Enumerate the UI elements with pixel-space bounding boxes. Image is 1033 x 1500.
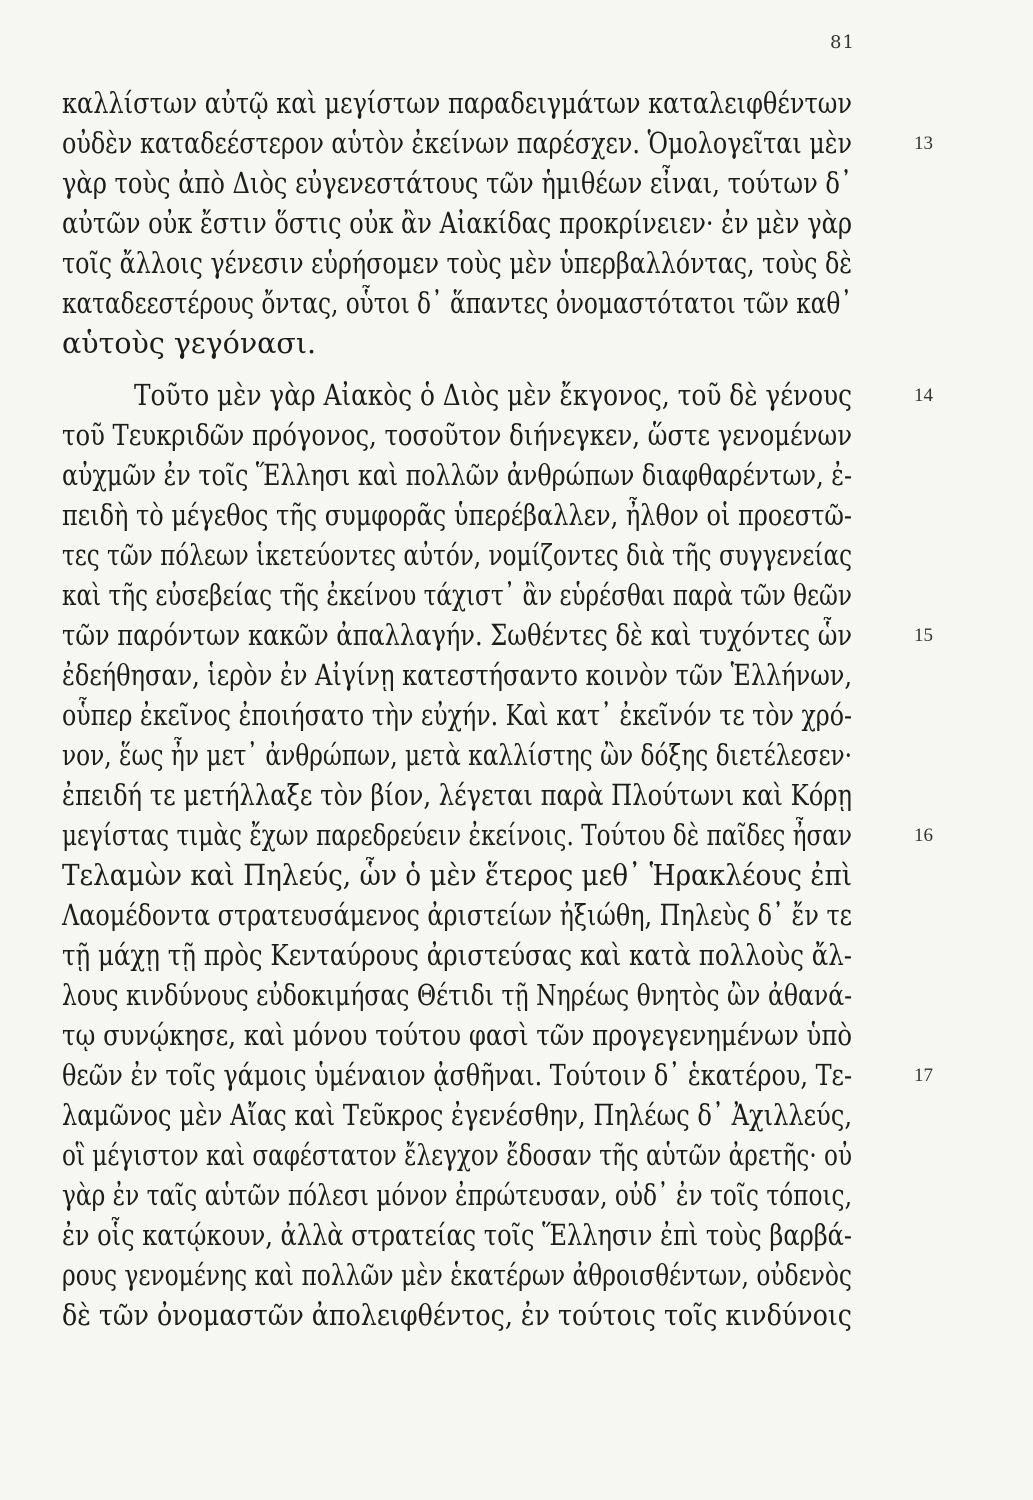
line-text: τες τῶν πόλεων ἱκετεύοντες αὐτόν, νομίζοντες διὰ τῆς συγγενείας	[62, 539, 853, 572]
text-line	[62, 616, 933, 656]
text-line	[62, 204, 902, 244]
line-text: δὲ τῶν ὀνομαστῶν ἀπολειφθέντος, ἐν τούτοις τοῖς κινδύνοις	[62, 1299, 852, 1332]
text-line	[62, 576, 902, 616]
line-text: αὐτῶν οὐκ ἔστιν ὅστις οὐκ ἂν Αἰακίδας προκρίνειεν· ἐν μὲν γὰρ	[62, 207, 853, 240]
line-text: τῳ συνῴκησε, καὶ μόνου τούτου φασὶ τῶν προγεγενημένων ὑπὸ	[62, 1019, 853, 1052]
section-number: 13	[914, 133, 933, 154]
text-line	[62, 736, 902, 776]
line-text: Λαομέδοντα στρατευσάμενος ἀριστείων ἠξιώθη, Πηλεὺς δ᾽ ἔν τε	[62, 899, 852, 932]
text-line	[62, 896, 902, 936]
text-line	[62, 244, 902, 284]
section-number: 14	[914, 385, 933, 406]
text-line	[62, 1136, 902, 1176]
line-text: τοῖς ἄλλοις γένεσιν εὑρήσομεν τοὺς μὲν ὑπερβαλλόντας, τοὺς δὲ	[62, 247, 853, 280]
section-number: 15	[914, 625, 933, 646]
text-line	[62, 324, 902, 364]
line-text: καὶ τῆς εὐσεβείας τῆς ἐκείνου τάχιστ᾽ ἂν εὑρέσθαι παρὰ τῶν θεῶν	[62, 579, 852, 612]
text-line	[62, 416, 902, 456]
page-number: 81	[830, 32, 855, 53]
line-text: ἐδεήθησαν, ἱερὸν ἐν Αἰγίνῃ κατεστήσαντο κοινὸν τῶν Ἑλλήνων,	[62, 659, 852, 692]
text-line	[62, 656, 902, 696]
text-line	[62, 284, 902, 324]
line-text: οὐδὲν καταδεέστερον αὑτὸν ἐκείνων παρέσχεν. Ὁμολογεῖται μὲν	[62, 127, 853, 160]
line-text: νον, ἕως ἦν μετ᾽ ἀνθρώπων, μετὰ καλλίστης ὢν δόξης διετέλεσεν·	[62, 739, 853, 772]
text-line	[62, 1096, 902, 1136]
text-line	[62, 456, 902, 496]
text-line	[62, 856, 902, 896]
line-text: λους κινδύνους εὐδοκιμήσας Θέτιδι τῇ Νηρέως θνητὸς ὢν ἀθανά-	[62, 979, 853, 1012]
line-text: τοῦ Τευκριδῶν πρόγονος, τοσοῦτον διήνεγκεν, ὥστε γενομένων	[62, 419, 853, 452]
line-text: Τελαμὼν καὶ Πηλεύς, ὧν ὁ μὲν ἕτερος μεθ᾽ Ἡρακλέους ἐπὶ	[62, 859, 853, 892]
section-number: 17	[914, 1065, 933, 1086]
text-line	[62, 1296, 902, 1336]
text-line	[62, 1016, 902, 1056]
text-line	[62, 376, 933, 416]
line-text: οἳ μέγιστον καὶ σαφέστατον ἔλεγχον ἔδοσαν τῆς αὑτῶν ἀρετῆς· οὐ	[62, 1139, 852, 1172]
text-line	[62, 1216, 902, 1256]
line-text: αὑτοὺς γεγόνασι.	[62, 327, 317, 360]
text-line	[62, 976, 902, 1016]
line-text: αὐχμῶν ἐν τοῖς Ἕλλησι καὶ πολλῶν ἀνθρώπων διαφθαρέντων, ἐ-	[62, 459, 852, 492]
line-text: οὗπερ ἐκεῖνος ἐποιήσατο τὴν εὐχήν. Καὶ κατ᾽ ἐκεῖνόν τε τὸν χρό-	[62, 699, 853, 732]
text-line	[62, 124, 933, 164]
line-text: γὰρ τοὺς ἀπὸ Διὸς εὐγενεστάτους τῶν ἡμιθέων εἶναι, τούτων δ᾽	[62, 167, 852, 200]
line-text: ρους γενομένης καὶ πολλῶν μὲν ἑκατέρων ἀθροισθέντων, οὐδενὸς	[62, 1259, 852, 1292]
text-line	[62, 84, 902, 124]
text-line	[62, 816, 933, 856]
line-text: λαμῶνος μὲν Αἴας καὶ Τεῦκρος ἐγενέσθην, Πηλέως δ᾽ Ἀχιλλεύς,	[62, 1099, 852, 1132]
line-text: πειδὴ τὸ μέγεθος τῆς συμφορᾶς ὑπερέβαλλεν, ἦλθον οἱ προεστῶ-	[62, 499, 853, 532]
line-text: ἐν οἷς κατῴκουν, ἀλλὰ στρατείας τοῖς Ἕλλησιν ἐπὶ τοὺς βαρβά-	[62, 1219, 852, 1252]
text-line	[62, 536, 902, 576]
text-line	[62, 776, 902, 816]
line-text: τῇ μάχῃ τῇ πρὸς Κενταύρους ἀριστεύσας καὶ κατὰ πολλοὺς ἄλ-	[62, 939, 853, 972]
text-line	[62, 164, 902, 204]
line-text: ἐπειδή τε μετήλλαξε τὸν βίον, λέγεται παρὰ Πλούτωνι καὶ Κόρῃ	[62, 779, 853, 812]
section-number: 16	[914, 825, 933, 846]
line-text: θεῶν ἐν τοῖς γάμοις ὑμέναιον ᾀσθῆναι. Τούτοιν δ᾽ ἑκατέρου, Τε-	[62, 1059, 853, 1092]
body-text	[62, 84, 933, 1336]
line-text: καταδεεστέρους ὄντας, οὗτοι δ᾽ ἅπαντες ὀνομαστότατοι τῶν καθ᾽	[62, 287, 852, 320]
text-line	[62, 936, 902, 976]
line-text: καλλίστων αὐτῷ καὶ μεγίστων παραδειγμάτων καταλειφθέντων	[62, 87, 853, 120]
line-text: Τοῦτο μὲν γὰρ Αἰακὸς ὁ Διὸς μὲν ἔκγονος, τοῦ δὲ γένους	[134, 379, 852, 412]
line-text: τῶν παρόντων κακῶν ἀπαλλαγήν. Σωθέντες δὲ καὶ τυχόντες ὧν	[62, 619, 853, 652]
line-text: μεγίστας τιμὰς ἔχων παρεδρεύειν ἐκείνοις. Τούτου δὲ παῖδες ἦσαν	[62, 819, 853, 852]
text-line	[62, 1056, 933, 1096]
line-text: γὰρ ἐν ταῖς αὑτῶν πόλεσι μόνον ἐπρώτευσαν, οὐδ᾽ ἐν τοῖς τόποις,	[62, 1179, 852, 1212]
text-line	[62, 496, 902, 536]
text-line	[62, 1256, 902, 1296]
text-line	[62, 1176, 902, 1216]
text-line	[62, 696, 902, 736]
